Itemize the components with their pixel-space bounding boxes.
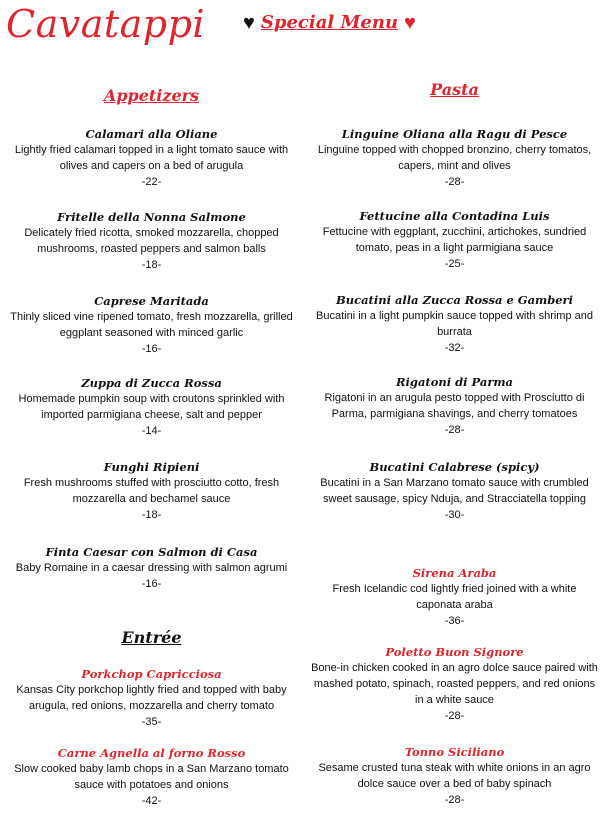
item-name: Linguine Oliana alla Ragu di Pesce: [341, 127, 568, 141]
item-description: Homemade pumpkin soup with croutons sprinkled with imported parmigiana cheese, salt and pepper: [18, 393, 285, 421]
item-price: -42-: [141, 795, 162, 807]
menu-item: [0, 209, 303, 273]
menu-item: [303, 744, 606, 808]
item-description: Slow cooked baby lamb chops in a San Marzano tomato sauce with potatoes and onions: [14, 763, 289, 791]
item-description: Delicately fried ricotta, smoked mozzarella, chopped mushrooms, roasted peppers and salmon balls: [24, 227, 279, 255]
item-description: Rigatoni in an arugula pesto topped with Prosciutto di Parma, parmigiana shavings, and cherry tomatoes: [324, 392, 585, 420]
section-title-entree: Entrée: [121, 628, 182, 647]
menu-item: [303, 292, 606, 356]
black-heart-icon: ♥: [243, 11, 255, 34]
item-description: Bucatini in a light pumpkin sauce topped with shrimp and burrata: [316, 310, 593, 338]
menu-item: [0, 666, 303, 730]
menu-item: [0, 375, 303, 439]
item-price: -28-: [444, 794, 465, 806]
red-heart-icon: ♥: [404, 11, 416, 34]
item-price: -16-: [141, 578, 162, 590]
item-name: Caprese Maritada: [94, 294, 209, 308]
menu-item: [0, 126, 303, 190]
item-description: Fettucine with eggplant, zucchini, artichokes, sundried tomato, peas in a light parmigiana sauce: [322, 226, 587, 254]
menu-item: [303, 126, 606, 190]
item-name: Tonno Siciliano: [404, 745, 505, 759]
item-name: Funghi Ripieni: [103, 460, 200, 474]
item-description: Lightly fried calamari topped in a light tomato sauce with olives and capers on a bed of arugula: [14, 144, 289, 172]
menu-item: [303, 208, 606, 272]
menu-item: [303, 374, 606, 438]
menu-item: [303, 565, 606, 629]
item-description: Sesame crusted tuna steak with white onions in an agro dolce sauce over a bed of baby spinach: [318, 762, 591, 790]
item-name: Fritelle della Nonna Salmone: [57, 210, 246, 224]
menu-item: [0, 745, 303, 809]
menu-item: [303, 644, 606, 724]
item-price: -36-: [444, 615, 465, 627]
brand-logo: Cavatappi: [6, 2, 206, 46]
item-price: -18-: [141, 509, 162, 521]
item-name: Porkchop Capricciosa: [81, 667, 222, 681]
item-price: -30-: [444, 509, 465, 521]
item-price: -32-: [444, 342, 465, 354]
item-name: Calamari alla Oliane: [85, 127, 218, 141]
item-price: -25-: [444, 258, 465, 270]
item-name: Zuppa di Zucca Rossa: [81, 376, 222, 390]
item-description: Bucatini in a San Marzano tomato sauce with crumbled sweet sausage, spicy Nduja, and Stracciatella topping: [320, 477, 589, 505]
item-price: -28-: [444, 710, 465, 722]
item-name: Sirena Araba: [412, 566, 497, 580]
menu-item: [303, 459, 606, 523]
item-price: -14-: [141, 425, 162, 437]
item-price: -28-: [444, 176, 465, 188]
item-name: Finta Caesar con Salmon di Casa: [45, 545, 258, 559]
item-description: Fresh Icelandic cod lightly fried joined with a white caponata araba: [332, 583, 577, 611]
special-menu-title: Special Menu: [260, 12, 399, 33]
item-price: -16-: [141, 343, 162, 355]
item-description: Thinly sliced vine ripened tomato, fresh mozzarella, grilled eggplant seasoned with minced garlic: [10, 311, 293, 339]
item-price: -18-: [141, 259, 162, 271]
menu-item: [0, 293, 303, 357]
section-title-pasta: Pasta: [430, 80, 479, 99]
item-description: Kansas City porkchop lightly fried and topped with baby arugula, red onions, mozzarella and cherry tomato: [16, 684, 287, 712]
item-name: Carne Agnella al forno Rosso: [57, 746, 246, 760]
item-description: Bone-in chicken cooked in an agro dolce sauce paired with mashed potato, spinach, roasted peppers, and red onions in a white sauce: [311, 662, 598, 706]
item-name: Bucatini alla Zucca Rossa e Gamberi: [336, 293, 573, 307]
item-description: Baby Romaine in a caesar dressing with salmon agrumi: [15, 562, 288, 574]
item-description: Fresh mushrooms stuffed with prosciutto cotto, fresh mozzarella and bechamel sauce: [23, 477, 280, 505]
item-name: Bucatini Calabrese (spicy): [369, 460, 540, 474]
item-name: Rigatoni di Parma: [395, 375, 514, 389]
special-menu-heading: [243, 12, 416, 33]
item-name: Poletto Buon Signore: [385, 645, 524, 659]
item-name: Fettucine alla Contadina Luis: [359, 209, 550, 223]
item-price: -22-: [141, 176, 162, 188]
section-title-appetizers: Appetizers: [103, 86, 200, 105]
item-description: Linguine topped with chopped bronzino, cherry tomatos, capers, mint and olives: [317, 144, 592, 172]
menu-item: [0, 459, 303, 523]
menu-item: [0, 544, 303, 592]
item-price: -35-: [141, 716, 162, 728]
item-price: -28-: [444, 424, 465, 436]
